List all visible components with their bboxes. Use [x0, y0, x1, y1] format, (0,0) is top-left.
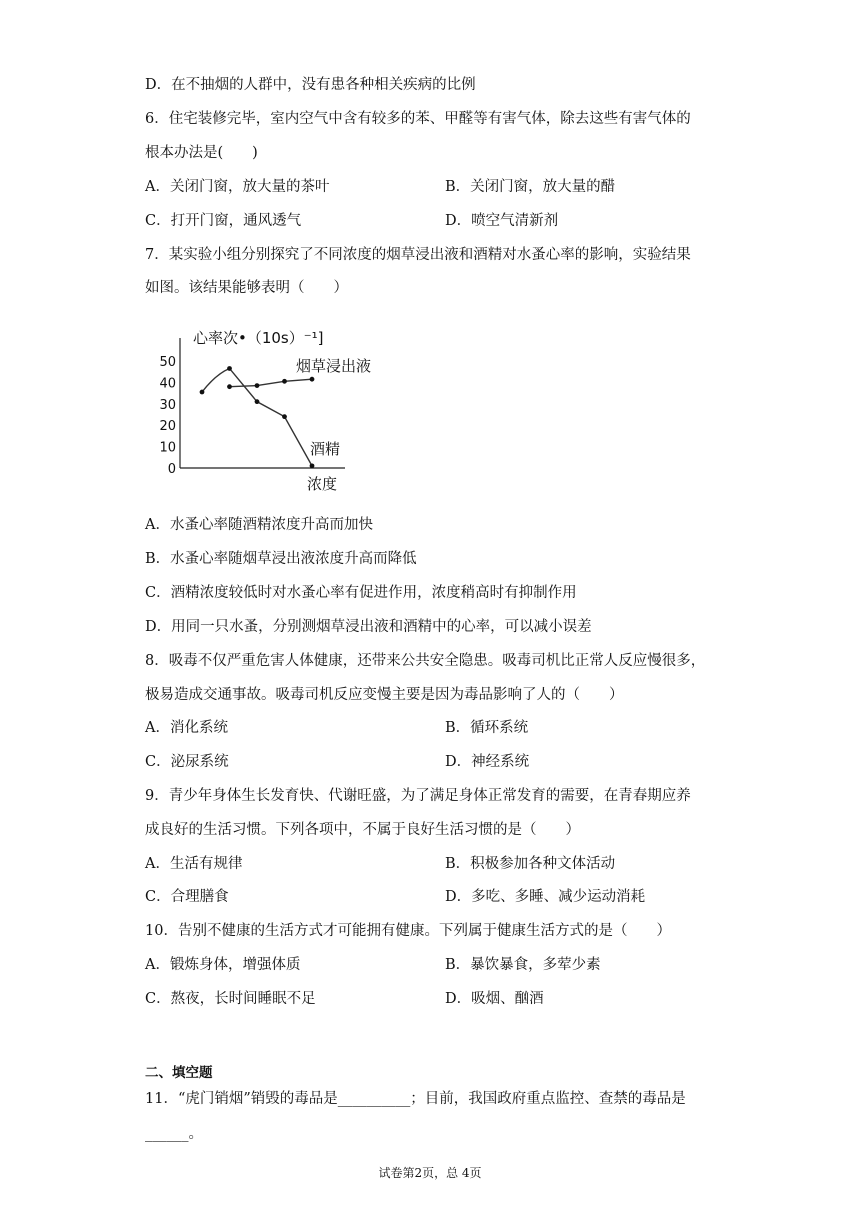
question-6-option-d: D．喷空气清新剂 [445, 213, 559, 229]
question-11-stem-line2: ______。 [145, 1126, 203, 1142]
question-9-stem-line1: 9．青少年身体生长发育快、代谢旺盛，为了满足身体正常发育的需要，在青春期应养 [145, 788, 691, 804]
question-8-stem-line1: 8．吸毒不仅严重危害人体健康，还带来公共安全隐患。吸毒司机比正常人反应慢很多， [145, 653, 706, 669]
question-7-option-c: C．酒精浓度较低时对水蚤心率有促进作用，浓度稍高时有抑制作用 [145, 585, 577, 601]
question-6-option-a: A．关闭门窗，放大量的茶叶 [145, 179, 330, 195]
question-10-stem: 10．告别不健康的生活方式才可能拥有健康。下列属于健康生活方式的是（ ） [145, 923, 671, 939]
data-point [310, 377, 315, 382]
y-tick-label: 0 [167, 462, 176, 477]
y-axis-label: 心率次•（10s）⁻¹] [193, 329, 324, 347]
data-point [282, 414, 287, 419]
y-tick-label: 10 [159, 440, 176, 456]
data-point [310, 463, 315, 468]
question-7-stem-line1: 7．某实验小组分别探究了不同浓度的烟草浸出液和酒精对水蚤心率的影响，实验结果 [145, 247, 691, 263]
question-6-stem-line1: 6．住宅装修完毕，室内空气中含有较多的苯、甲醛等有害气体，除去这些有害气体的 [145, 111, 691, 127]
question-8-option-c: C．泌尿系统 [145, 754, 229, 770]
question-9-option-b: B．积极参加各种文体活动 [445, 856, 616, 872]
x-axis-label: 浓度 [307, 475, 338, 493]
series-label: 酒精 [310, 439, 341, 458]
data-point [200, 390, 205, 395]
y-tick-label: 50 [159, 355, 176, 370]
question-10-option-a: A．锻炼身体，增强体质 [145, 957, 301, 973]
series-label: 烟草浸出液 [296, 357, 372, 375]
data-point [227, 366, 232, 371]
data-point [227, 384, 232, 389]
question-9-option-c: C．合理膳食 [145, 889, 229, 905]
data-point [255, 399, 260, 404]
heart-rate-chart [155, 318, 395, 498]
section-title-fill-blank: 二、填空题 [145, 1065, 213, 1081]
question-6-option-b: B．关闭门窗，放大量的醋 [445, 179, 616, 195]
question-9-stem-line2: 成良好的生活习惯。下列各项中，不属于良好生活习惯的是（ ） [145, 822, 580, 838]
question-10-option-c: C．熬夜，长时间睡眠不足 [145, 991, 316, 1007]
question-9-option-d: D．多吃、多睡、减少运动消耗 [445, 889, 646, 905]
y-tick-label: 20 [159, 419, 176, 435]
series-line-1 [202, 368, 312, 465]
page-footer: 试卷第2页，总 4页 [378, 1166, 482, 1180]
question-8-stem-line2: 极易造成交通事故。吸毒司机反应变慢主要是因为毒品影响了人的（ ） [145, 687, 624, 703]
question-6-option-c: C．打开门窗，通风透气 [145, 213, 302, 229]
question-7-option-b: B．水蚤心率随烟草浸出液浓度升高而降低 [145, 551, 417, 567]
question-8-option-a: A．消化系统 [145, 720, 228, 736]
question-7-option-d: D．用同一只水蚤，分别测烟草浸出液和酒精中的心率，可以减小误差 [145, 619, 592, 635]
data-point [255, 383, 260, 388]
question-10-option-b: B．暴饮暴食，多荤少素 [445, 957, 601, 973]
question-10-option-d: D．吸烟、酗酒 [445, 991, 544, 1007]
question-11-stem-line1: 11．“虎门销烟”销毁的毒品是__________；目前，我国政府重点监控、查禁的毒品是 [145, 1091, 686, 1107]
question-8-option-b: B．循环系统 [445, 720, 529, 736]
question-7-stem-line2: 如图。该结果能够表明（ ） [145, 280, 348, 296]
question-8-option-d: D．神经系统 [445, 754, 530, 770]
y-tick-label: 40 [159, 376, 176, 392]
question-6-stem-line2: 根本办法是( ) [145, 145, 258, 161]
question-5-option-d: D．在不抽烟的人群中，没有患各种相关疾病的比例 [145, 77, 476, 93]
y-tick-label: 30 [159, 397, 176, 413]
data-point [282, 379, 287, 384]
question-7-option-a: A．水蚤心率随酒精浓度升高而加快 [145, 517, 373, 533]
question-9-option-a: A．生活有规律 [145, 856, 243, 872]
